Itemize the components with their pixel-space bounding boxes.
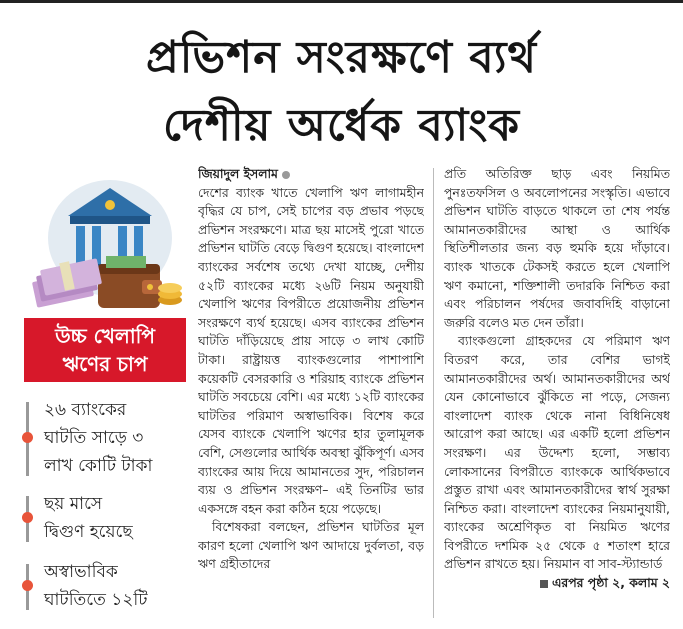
- byline: জিয়াদুল ইসলাম: [198, 165, 424, 184]
- square-bullet-icon: [540, 580, 548, 588]
- sidebar-point-2: [20, 490, 190, 548]
- headline-line-2: দেশীয় অর্ধেক ব্যাংক: [162, 100, 521, 151]
- column-divider: [433, 168, 434, 618]
- sidebar-point-text: ছয় মাসে দ্বিগুণ হয়েছে: [44, 494, 133, 542]
- headline-line-1: প্রভিশন সংরক্ষণে ব্যর্থ: [145, 32, 538, 83]
- paragraph: ব্যাংকগুলো গ্রাহকদের যে পরিমাণ ঋণ বিতরণ করে, তার বেশির ভাগই আমানতকারীদের অর্থ। আমানতকারীদের অর্থ যেন কোনোভাবে ঝুঁকিতে না পড়ে, সেজন্য বাংলাদেশ ব্যাংক থেকে নানা বিধিনিষেধ আরোপ করা আছে। এর একটি হলো প্রভিশন সংরক্ষণ। এর উদ্দেশ্য হলো, সম্ভাব্য লোকসানের বিপরীতে ব্যাংককে আর্থিকভাবে প্রস্তুত রাখা এবং আমানতকারীদের স্বার্থ সুরক্ষা নিশ্চিত করা। বাংলাদেশ ব্যাংকের নিয়মানুযায়ী, ব্যাংকের অশ্রেণিকৃত বা নিয়মিত ঋণের বিপরীতে দশমিক ২৫ থেকে ৫ শতাংশ হারে প্রভিশন রাখতে হয়। নিয়মান বা সাব-স্ট্যান্ডার্ড: [444, 333, 670, 572]
- highlight-line-2: ঋণের চাপ: [62, 352, 148, 376]
- bullet-dot-icon: [22, 432, 33, 443]
- sidebar-point-text: অস্বাভাবিক ঘাটতিতে ১২টি: [44, 562, 148, 610]
- bank-finance-illustration: [20, 168, 188, 318]
- article-column-1: [198, 165, 424, 620]
- top-rule: [0, 0, 683, 3]
- sidebar-point-1: [20, 396, 190, 482]
- bullet-dot-icon: [22, 512, 33, 523]
- highlight-box: [24, 318, 186, 382]
- byline-dot-icon: [282, 171, 290, 179]
- paragraph: দেশের ব্যাংক খাতে খেলাপি ঋণ লাগামহীন বৃদ্ধির যে চাপ, সেই চাপের বড় প্রভাব পড়ছে প্রভিশন সংরক্ষণে। মাত্র ছয় মাসেই পুরো খাতে প্রভিশন ঘাটতি বেড়ে দ্বিগুণ হয়েছে। বাংলাদেশ ব্যাংকের সর্বশেষ তথ্যে দেখা যাচ্ছে, দেশীয় ৫২টি ব্যাংকের মধ্যে ২৬টি নিয়ম অনুযায়ী খেলাপি ঋণের বিপরীতে প্রয়োজনীয় প্রভিশন সংরক্ষণে ব্যর্থ হয়েছে। এসব ব্যাংকের প্রভিশন ঘাটতি দাঁড়িয়েছে প্রায় সাড়ে ৩ লাখ কোটি টাকা। রাষ্ট্রায়ত্ত ব্যাংকগুলোর পাশাপাশি কয়েকটি বেসরকারি ও শরিয়াহ ব্যাংকে প্রভিশন ঘাটতি সবচেয়ে বেশি। এর মধ্যে ১২টি ব্যাংকের ঘাটতির পরিমাণ অস্বাভাবিক। বিশেষ করে যেসব ব্যাংকে খেলাপি ঋণের হার তুলামূলক বেশি, সেগুলোর আর্থিক অবস্থা ঝুঁকিপূর্ণ। এসব ব্যাংকের আয় দিয়ে আমানতের সুদ, পরিচালন ব্যয় ও প্রভিশন সংরক্ষণ– এই তিনটির ভার একসঙ্গে বহন করা কঠিন হয়ে পড়েছে।: [198, 184, 424, 516]
- highlight-line-1: উচ্চ খেলাপি: [55, 324, 155, 348]
- article-column-2: [444, 165, 670, 620]
- continuation-note: এরপর পৃষ্ঠা ২, কলাম ২: [444, 574, 670, 593]
- bullet-dot-icon: [22, 580, 33, 591]
- paragraph: প্রতি অতিরিক্ত ছাড় এবং নিয়মিত পুনঃতফসিল ও অবলোপনের সংস্কৃতি। এভাবে প্রভিশন ঘাটতি বাড়তে থাকলে তা শেষ পর্যন্ত আমানতকারীদের আস্থা ও আর্থিক স্থিতিশীলতার জন্য বড় হুমকি হয়ে দাঁড়াবে। ব্যাংক খাতকে টেকসই করতে হলে খেলাপি ঋণ কমানো, শক্তিশালী তদারকি নিশ্চিত করা এবং পরিচালন পর্ষদের জবাবদিহি বাড়ানো জরুরি বলেও মত দেন তাঁরা।: [444, 166, 670, 330]
- paragraph: বিশেষকরা বলছেন, প্রভিশন ঘাটতির মূল কারণ হলো খেলাপি ঋণ আদায়ে দুর্বলতা, বড় ঋণ গ্রহীতাদের: [198, 519, 424, 572]
- sidebar-point-text: ২৬ ব্যাংকের ঘাটতি সাড়ে ৩ লাখ কোটি টাকা: [44, 400, 153, 476]
- sidebar-point-3: [20, 558, 190, 616]
- cash-stack-icon: [32, 258, 102, 307]
- coins-icon: [158, 283, 182, 305]
